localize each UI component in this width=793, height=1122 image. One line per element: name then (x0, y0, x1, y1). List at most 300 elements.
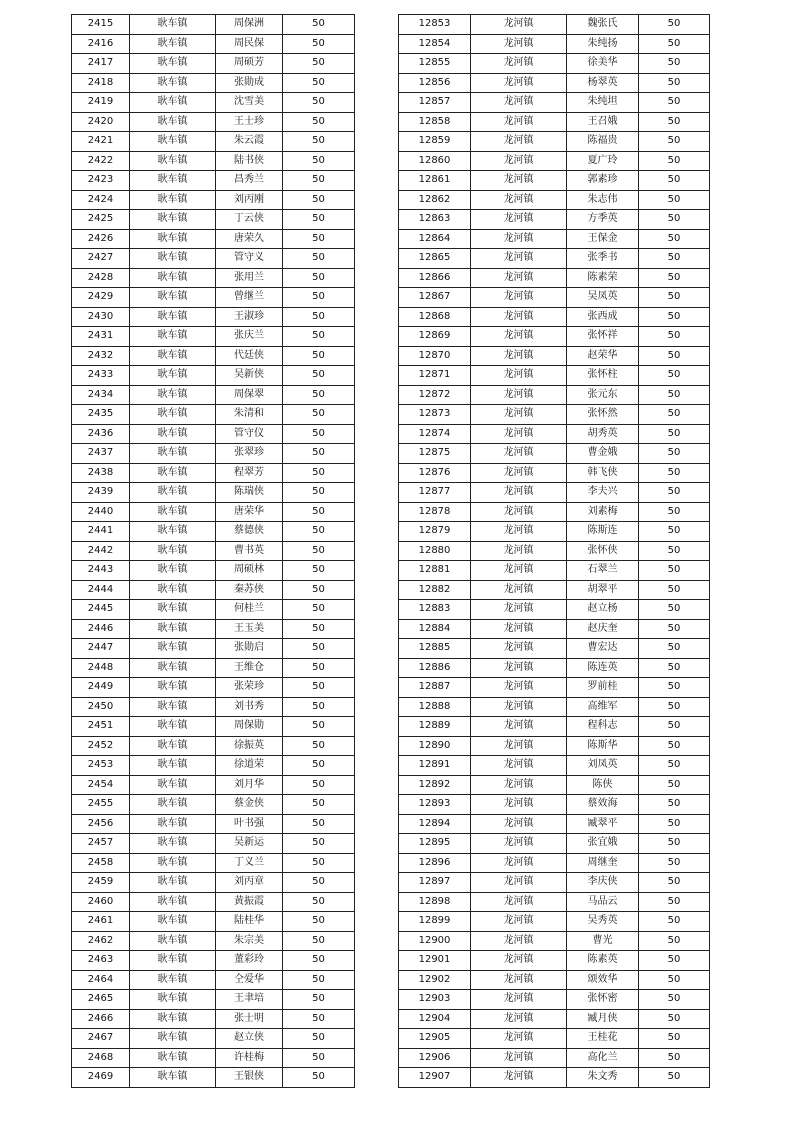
name-cell: 朱纯坦 (567, 93, 639, 113)
serial-number-cell: 12881 (399, 561, 471, 581)
table-row (72, 736, 355, 756)
table-row (72, 151, 355, 171)
amount-cell: 50 (283, 736, 355, 756)
town-cell: 耿车镇 (130, 444, 216, 464)
serial-number-cell: 2468 (72, 1048, 130, 1068)
table-row (72, 424, 355, 444)
town-cell: 耿车镇 (130, 405, 216, 425)
serial-number-cell: 2439 (72, 483, 130, 503)
name-cell: 陈侠 (567, 775, 639, 795)
table-row (72, 483, 355, 503)
amount-cell: 50 (639, 229, 710, 249)
town-cell: 耿车镇 (130, 756, 216, 776)
name-cell: 刘书秀 (216, 697, 283, 717)
serial-number-cell: 12888 (399, 697, 471, 717)
serial-number-cell: 2465 (72, 990, 130, 1010)
table-row (399, 405, 710, 425)
table-row (72, 54, 355, 74)
amount-cell: 50 (283, 424, 355, 444)
amount-cell: 50 (639, 249, 710, 269)
name-cell: 曹书英 (216, 541, 283, 561)
name-cell: 高化兰 (567, 1048, 639, 1068)
amount-cell: 50 (639, 970, 710, 990)
town-cell: 龙河镇 (471, 814, 567, 834)
table-row (399, 249, 710, 269)
serial-number-cell: 2455 (72, 795, 130, 815)
amount-cell: 50 (639, 54, 710, 74)
serial-number-cell: 2435 (72, 405, 130, 425)
serial-number-cell: 12859 (399, 132, 471, 152)
serial-number-cell: 2466 (72, 1009, 130, 1029)
name-cell: 刘月华 (216, 775, 283, 795)
town-cell: 龙河镇 (471, 951, 567, 971)
table-row (72, 1048, 355, 1068)
town-cell: 龙河镇 (471, 385, 567, 405)
table-row (399, 288, 710, 308)
table-row (72, 268, 355, 288)
town-cell: 龙河镇 (471, 15, 567, 35)
town-cell: 耿车镇 (130, 346, 216, 366)
serial-number-cell: 12870 (399, 346, 471, 366)
town-cell: 耿车镇 (130, 658, 216, 678)
amount-cell: 50 (639, 268, 710, 288)
table-row (399, 346, 710, 366)
town-cell: 耿车镇 (130, 73, 216, 93)
town-cell: 龙河镇 (471, 366, 567, 386)
town-cell: 龙河镇 (471, 483, 567, 503)
town-cell: 龙河镇 (471, 639, 567, 659)
town-cell: 龙河镇 (471, 424, 567, 444)
amount-cell: 50 (639, 717, 710, 737)
town-cell: 龙河镇 (471, 171, 567, 191)
name-cell: 张西成 (567, 307, 639, 327)
table-row (72, 93, 355, 113)
name-cell: 昌秀兰 (216, 171, 283, 191)
serial-number-cell: 12874 (399, 424, 471, 444)
table-row (72, 346, 355, 366)
town-cell: 龙河镇 (471, 853, 567, 873)
name-cell: 吴秀英 (567, 912, 639, 932)
serial-number-cell: 12889 (399, 717, 471, 737)
town-cell: 龙河镇 (471, 327, 567, 347)
amount-cell: 50 (639, 463, 710, 483)
town-cell: 耿车镇 (130, 54, 216, 74)
amount-cell: 50 (283, 892, 355, 912)
amount-cell: 50 (283, 756, 355, 776)
table-row (399, 873, 710, 893)
amount-cell: 50 (639, 697, 710, 717)
amount-cell: 50 (639, 736, 710, 756)
town-cell: 耿车镇 (130, 1029, 216, 1049)
serial-number-cell: 12887 (399, 678, 471, 698)
serial-number-cell: 2422 (72, 151, 130, 171)
serial-number-cell: 12879 (399, 522, 471, 542)
town-cell: 龙河镇 (471, 561, 567, 581)
serial-number-cell: 12883 (399, 600, 471, 620)
name-cell: 赵立侠 (216, 1029, 283, 1049)
table-row (72, 717, 355, 737)
name-cell: 仝爱华 (216, 970, 283, 990)
name-cell: 张怀密 (567, 990, 639, 1010)
town-cell: 耿车镇 (130, 151, 216, 171)
table-row (399, 658, 710, 678)
table-row (399, 190, 710, 210)
table-row (399, 951, 710, 971)
town-cell: 龙河镇 (471, 775, 567, 795)
amount-cell: 50 (639, 112, 710, 132)
amount-cell: 50 (639, 151, 710, 171)
amount-cell: 50 (283, 444, 355, 464)
amount-cell: 50 (639, 1068, 710, 1088)
amount-cell: 50 (283, 15, 355, 35)
town-cell: 龙河镇 (471, 717, 567, 737)
town-cell: 耿车镇 (130, 132, 216, 152)
name-cell: 蔡效海 (567, 795, 639, 815)
amount-cell: 50 (283, 268, 355, 288)
serial-number-cell: 2449 (72, 678, 130, 698)
serial-number-cell: 12855 (399, 54, 471, 74)
amount-cell: 50 (283, 619, 355, 639)
town-cell: 龙河镇 (471, 132, 567, 152)
name-cell: 魏张氏 (567, 15, 639, 35)
town-cell: 龙河镇 (471, 444, 567, 464)
serial-number-cell: 2464 (72, 970, 130, 990)
table-row (399, 1009, 710, 1029)
serial-number-cell: 12885 (399, 639, 471, 659)
amount-cell: 50 (639, 1048, 710, 1068)
name-cell: 唐荣华 (216, 502, 283, 522)
name-cell: 赵荣华 (567, 346, 639, 366)
table-row (72, 951, 355, 971)
amount-cell: 50 (639, 561, 710, 581)
name-cell: 石翠兰 (567, 561, 639, 581)
amount-cell: 50 (283, 405, 355, 425)
town-cell: 龙河镇 (471, 795, 567, 815)
town-cell: 龙河镇 (471, 190, 567, 210)
amount-cell: 50 (283, 795, 355, 815)
town-cell: 龙河镇 (471, 307, 567, 327)
amount-cell: 50 (283, 1029, 355, 1049)
name-cell: 王淑珍 (216, 307, 283, 327)
name-cell: 王玉美 (216, 619, 283, 639)
name-cell: 曹宏达 (567, 639, 639, 659)
serial-number-cell: 2461 (72, 912, 130, 932)
amount-cell: 50 (639, 483, 710, 503)
serial-number-cell: 12899 (399, 912, 471, 932)
name-cell: 沈雪美 (216, 93, 283, 113)
serial-number-cell: 2463 (72, 951, 130, 971)
serial-number-cell: 2425 (72, 210, 130, 230)
amount-cell: 50 (639, 892, 710, 912)
amount-cell: 50 (639, 288, 710, 308)
town-cell: 龙河镇 (471, 463, 567, 483)
table-row (399, 756, 710, 776)
serial-number-cell: 2417 (72, 54, 130, 74)
serial-number-cell: 2419 (72, 93, 130, 113)
table-row (399, 229, 710, 249)
amount-cell: 50 (639, 327, 710, 347)
table-row (72, 1029, 355, 1049)
town-cell: 龙河镇 (471, 678, 567, 698)
town-cell: 龙河镇 (471, 990, 567, 1010)
name-cell: 王桂花 (567, 1029, 639, 1049)
amount-cell: 50 (639, 346, 710, 366)
town-cell: 龙河镇 (471, 834, 567, 854)
name-cell: 胡秀英 (567, 424, 639, 444)
table-row (399, 580, 710, 600)
town-cell: 龙河镇 (471, 658, 567, 678)
name-cell: 陈瑞侠 (216, 483, 283, 503)
amount-cell: 50 (283, 249, 355, 269)
table-row (399, 639, 710, 659)
town-cell: 耿车镇 (130, 990, 216, 1010)
left-roster-table (71, 14, 355, 1088)
table-row (399, 834, 710, 854)
name-cell: 秦苏侠 (216, 580, 283, 600)
town-cell: 龙河镇 (471, 1068, 567, 1088)
table-row (72, 541, 355, 561)
serial-number-cell: 2423 (72, 171, 130, 191)
town-cell: 耿车镇 (130, 717, 216, 737)
town-cell: 龙河镇 (471, 1029, 567, 1049)
serial-number-cell: 12897 (399, 873, 471, 893)
town-cell: 耿车镇 (130, 892, 216, 912)
town-cell: 耿车镇 (130, 463, 216, 483)
town-cell: 龙河镇 (471, 580, 567, 600)
amount-cell: 50 (639, 951, 710, 971)
amount-cell: 50 (639, 814, 710, 834)
table-row (72, 502, 355, 522)
name-cell: 蔡德侠 (216, 522, 283, 542)
town-cell: 耿车镇 (130, 327, 216, 347)
table-row (399, 483, 710, 503)
serial-number-cell: 12873 (399, 405, 471, 425)
town-cell: 龙河镇 (471, 522, 567, 542)
serial-number-cell: 2469 (72, 1068, 130, 1088)
amount-cell: 50 (639, 171, 710, 191)
name-cell: 张宜娥 (567, 834, 639, 854)
serial-number-cell: 12872 (399, 385, 471, 405)
name-cell: 张士明 (216, 1009, 283, 1029)
town-cell: 耿车镇 (130, 268, 216, 288)
amount-cell: 50 (283, 990, 355, 1010)
serial-number-cell: 12907 (399, 1068, 471, 1088)
amount-cell: 50 (283, 483, 355, 503)
table-row (399, 385, 710, 405)
table-row (399, 210, 710, 230)
amount-cell: 50 (283, 502, 355, 522)
amount-cell: 50 (283, 385, 355, 405)
name-cell: 陈素英 (567, 951, 639, 971)
serial-number-cell: 2442 (72, 541, 130, 561)
name-cell: 郭素珍 (567, 171, 639, 191)
table-row (72, 600, 355, 620)
table-row (72, 385, 355, 405)
name-cell: 管守仪 (216, 424, 283, 444)
amount-cell: 50 (639, 834, 710, 854)
town-cell: 耿车镇 (130, 639, 216, 659)
amount-cell: 50 (283, 522, 355, 542)
serial-number-cell: 12891 (399, 756, 471, 776)
table-row (399, 73, 710, 93)
town-cell: 耿车镇 (130, 502, 216, 522)
town-cell: 龙河镇 (471, 697, 567, 717)
serial-number-cell: 12898 (399, 892, 471, 912)
town-cell: 耿车镇 (130, 619, 216, 639)
serial-number-cell: 12858 (399, 112, 471, 132)
table-row (72, 34, 355, 54)
table-row (399, 775, 710, 795)
name-cell: 蔡金侠 (216, 795, 283, 815)
amount-cell: 50 (283, 1048, 355, 1068)
town-cell: 龙河镇 (471, 502, 567, 522)
table-row (399, 931, 710, 951)
amount-cell: 50 (283, 210, 355, 230)
town-cell: 龙河镇 (471, 54, 567, 74)
amount-cell: 50 (639, 190, 710, 210)
name-cell: 周硕芳 (216, 54, 283, 74)
serial-number-cell: 2438 (72, 463, 130, 483)
table-row (72, 873, 355, 893)
town-cell: 龙河镇 (471, 229, 567, 249)
table-row (72, 639, 355, 659)
amount-cell: 50 (283, 912, 355, 932)
serial-number-cell: 2428 (72, 268, 130, 288)
town-cell: 龙河镇 (471, 912, 567, 932)
serial-number-cell: 12894 (399, 814, 471, 834)
town-cell: 耿车镇 (130, 171, 216, 191)
town-cell: 耿车镇 (130, 229, 216, 249)
table-row (72, 892, 355, 912)
name-cell: 周保勋 (216, 717, 283, 737)
table-row (72, 73, 355, 93)
town-cell: 耿车镇 (130, 1068, 216, 1088)
town-cell: 耿车镇 (130, 736, 216, 756)
town-cell: 耿车镇 (130, 190, 216, 210)
table-row (399, 912, 710, 932)
name-cell: 张怀然 (567, 405, 639, 425)
name-cell: 曹光 (567, 931, 639, 951)
name-cell: 徐美华 (567, 54, 639, 74)
town-cell: 耿车镇 (130, 697, 216, 717)
town-cell: 耿车镇 (130, 580, 216, 600)
amount-cell: 50 (639, 795, 710, 815)
serial-number-cell: 2441 (72, 522, 130, 542)
name-cell: 刘素梅 (567, 502, 639, 522)
name-cell: 韩飞侠 (567, 463, 639, 483)
amount-cell: 50 (639, 132, 710, 152)
town-cell: 耿车镇 (130, 34, 216, 54)
name-cell: 程科志 (567, 717, 639, 737)
amount-cell: 50 (283, 931, 355, 951)
serial-number-cell: 12860 (399, 151, 471, 171)
table-row (399, 970, 710, 990)
table-row (399, 619, 710, 639)
serial-number-cell: 12868 (399, 307, 471, 327)
serial-number-cell: 2440 (72, 502, 130, 522)
table-row (399, 112, 710, 132)
town-cell: 龙河镇 (471, 970, 567, 990)
name-cell: 张庆兰 (216, 327, 283, 347)
town-cell: 耿车镇 (130, 541, 216, 561)
table-row (72, 580, 355, 600)
name-cell: 朱文秀 (567, 1068, 639, 1088)
amount-cell: 50 (283, 580, 355, 600)
serial-number-cell: 12904 (399, 1009, 471, 1029)
table-row (72, 619, 355, 639)
amount-cell: 50 (283, 697, 355, 717)
name-cell: 张勋成 (216, 73, 283, 93)
table-row (399, 522, 710, 542)
name-cell: 张勋启 (216, 639, 283, 659)
amount-cell: 50 (639, 34, 710, 54)
serial-number-cell: 12896 (399, 853, 471, 873)
name-cell: 管守义 (216, 249, 283, 269)
amount-cell: 50 (639, 444, 710, 464)
amount-cell: 50 (639, 580, 710, 600)
amount-cell: 50 (639, 73, 710, 93)
serial-number-cell: 12902 (399, 970, 471, 990)
serial-number-cell: 2431 (72, 327, 130, 347)
amount-cell: 50 (283, 561, 355, 581)
serial-number-cell: 12866 (399, 268, 471, 288)
name-cell: 朱宗美 (216, 931, 283, 951)
serial-number-cell: 2457 (72, 834, 130, 854)
serial-number-cell: 2458 (72, 853, 130, 873)
town-cell: 耿车镇 (130, 912, 216, 932)
name-cell: 张怀祥 (567, 327, 639, 347)
serial-number-cell: 2459 (72, 873, 130, 893)
town-cell: 耿车镇 (130, 931, 216, 951)
name-cell: 刘凤英 (567, 756, 639, 776)
amount-cell: 50 (283, 1009, 355, 1029)
amount-cell: 50 (283, 970, 355, 990)
table-row (399, 15, 710, 35)
serial-number-cell: 2424 (72, 190, 130, 210)
town-cell: 龙河镇 (471, 1009, 567, 1029)
name-cell: 唐荣久 (216, 229, 283, 249)
town-cell: 龙河镇 (471, 600, 567, 620)
table-row (399, 132, 710, 152)
table-row (399, 541, 710, 561)
amount-cell: 50 (283, 541, 355, 561)
town-cell: 耿车镇 (130, 814, 216, 834)
table-row (399, 736, 710, 756)
amount-cell: 50 (283, 853, 355, 873)
name-cell: 李庆侠 (567, 873, 639, 893)
amount-cell: 50 (283, 463, 355, 483)
amount-cell: 50 (283, 132, 355, 152)
amount-cell: 50 (639, 1009, 710, 1029)
name-cell: 张用兰 (216, 268, 283, 288)
table-row (399, 307, 710, 327)
table-row (72, 366, 355, 386)
serial-number-cell: 12886 (399, 658, 471, 678)
table-row (72, 931, 355, 951)
amount-cell: 50 (639, 873, 710, 893)
serial-number-cell: 12878 (399, 502, 471, 522)
name-cell: 赵立杨 (567, 600, 639, 620)
serial-number-cell: 12867 (399, 288, 471, 308)
serial-number-cell: 12856 (399, 73, 471, 93)
amount-cell: 50 (283, 600, 355, 620)
name-cell: 吴凤英 (567, 288, 639, 308)
table-row (399, 561, 710, 581)
serial-number-cell: 2451 (72, 717, 130, 737)
amount-cell: 50 (283, 1068, 355, 1088)
serial-number-cell: 2445 (72, 600, 130, 620)
serial-number-cell: 2443 (72, 561, 130, 581)
